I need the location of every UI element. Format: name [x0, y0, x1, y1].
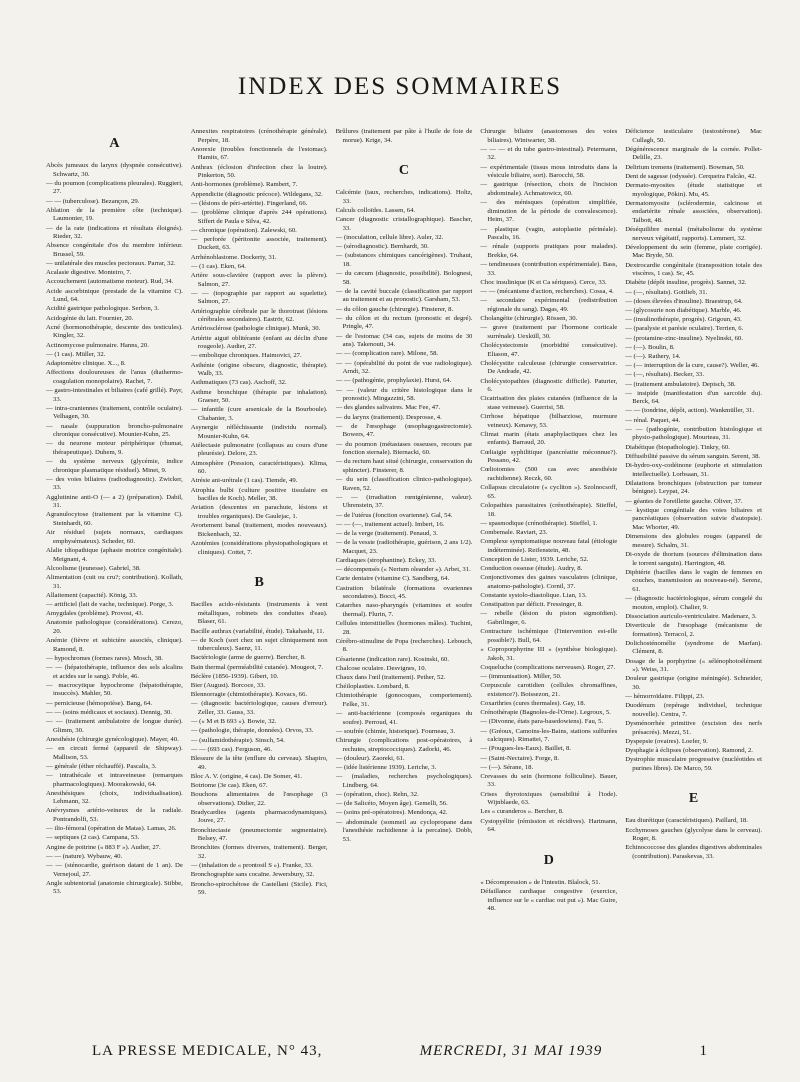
- index-entry: Climat marin (états anaphylactiques chez les enfants). Barraud, 20.: [480, 430, 618, 447]
- index-entry: Di-hydro-oxy-codéinone (euphorie et stimulation intellectuelle). Lorbsaan, 31.: [625, 462, 762, 478]
- index-entry: Chalcose oculaire. Desvignes, 10.: [335, 664, 427, 672]
- section-letter: B: [254, 575, 264, 591]
- index-entry: Appendicite (diagnostic précoce). Wildegans, 32.: [190, 190, 323, 198]
- index-entry: — (— interruption de la cure, cause?). Weller, 46.: [625, 362, 760, 370]
- index-entry: — (traitement ambulatoire). Depisch, 38.: [625, 380, 736, 388]
- index-entry: Blessure de la tête (enflure du cerveau). Shapiro, 49.: [190, 754, 328, 771]
- index-entry: Bronchites (formes diverses, traitement). Berger, 32.: [190, 844, 328, 861]
- index-entry: Castration bilatérale (formations ovariennes secondaires). Bocci, 45.: [335, 584, 473, 601]
- section-letter: C: [398, 163, 410, 179]
- index-entry: Cirrhose hépatique (bilharziose, murmure veineux). Kenawy, 53.: [480, 413, 618, 429]
- index-entry: — secondaire expérimental (redistribution régionale du sang). Dagas, 49.: [480, 297, 618, 313]
- index-entry: Artérite aiguë oblitérante (enfant au déclin d'une rougeole). Audier, 27.: [190, 334, 328, 351]
- index-entry: — — (nature). Wybauw, 40.: [46, 852, 123, 860]
- index-entry: Dissociation auriculo-ventriculaire. Madenarz, 3.: [625, 612, 757, 620]
- index-entry: Cholécystectomie (morbidité consécutive). Eliason, 47.: [480, 341, 618, 358]
- index-entry: — (lésions de péri-artérite). Fingerland, 66.: [190, 199, 308, 207]
- index-entry: — — (mécanisme d'action, recherches). Cossa, 4.: [480, 288, 614, 296]
- index-entry: Déficience testiculaire (testostérone). Mac Cullagh, 50.: [625, 128, 762, 144]
- index-entry: — (—). Boulin, 8.: [625, 343, 675, 351]
- index-entry: Cholécystite calculeuse (chirurgie conservatrice. De Andrade, 42.: [480, 359, 618, 376]
- index-entry: — du côlon et du rectum (pronostic et degré). Pringle, 47.: [335, 314, 473, 331]
- index-entry: Artériosclérose (pathologie clinique). Munk, 30.: [190, 325, 321, 333]
- index-entry: Dégénérescence marginale de la cornée. Pollet-Delille, 23.: [625, 145, 762, 162]
- index-entry: Asthmatiques (73 cas). Aschoff, 32.: [190, 379, 287, 387]
- index-entry: — — (soins médicaux et sociaux). Dennig, 30.: [46, 708, 172, 716]
- index-entry: Catarrhes naso-pharyngés (vitamines et soufre thermal). Flurin, 7.: [335, 602, 473, 618]
- index-entry: — — (—, traitement actuel). Imbert, 16.: [335, 520, 445, 528]
- index-entry: — (inhalation de « prontosil S »). Franke, 33.: [190, 862, 313, 870]
- index-entry: — du système nerveux (glycémie, indice chronique plasmatique résiduel). Minet, 9.: [46, 458, 183, 474]
- index-entry: — (idée listérienne 1939). Leriche, 3.: [335, 764, 437, 772]
- index-entry: Artère sous-clavière (rapport avec la plèvre). Salmon, 27.: [190, 272, 328, 288]
- index-entry: Crevasses du sein (hormone folliculine). Bauer, 33.: [480, 772, 618, 789]
- index-entry: Bloc A. V. (origine, 4 cas). De Somer, 41.: [190, 772, 303, 780]
- index-entry: Chimiothérapie (gonocoques, comportement). Felke, 31.: [335, 692, 473, 708]
- index-entry: Dilatations bronchiques (obstruction par tumeur bénigne). Leypat, 24.: [625, 479, 762, 496]
- index-entry: Crénothérapie (Bagnoles-de-l'Orne). Legroux, 5.: [480, 709, 611, 717]
- index-entry: Annexites respiratoires (crénothérapie générale). Perpère, 18.: [190, 128, 328, 144]
- index-entry: Botriome (3e cas). Eken, 67.: [190, 781, 268, 789]
- index-entry: — grave (traitement par l'hormone corticale surrénale). Uexküll, 30.: [480, 324, 618, 340]
- index-entry: — (doses élevées d'insuline). Braestrup, 64.: [625, 297, 743, 305]
- index-entry: — — (complication rare). Milone, 58.: [335, 350, 439, 358]
- index-entry: — ilio-fémoral (opération de Matas). Lamas, 26.: [46, 825, 177, 833]
- index-entry: Conduction osseuse (étude). Audry, 8.: [480, 565, 583, 573]
- index-entry: — — (tuberculose). Bezançon, 29.: [46, 197, 140, 205]
- index-entry: Diabète (dépôt insuline, progrès). Sannet, 32.: [625, 279, 747, 287]
- index-entry: — du poumon (complications pleurales). Ruggieri, 27.: [46, 179, 183, 196]
- section-letter: A: [109, 136, 120, 151]
- index-entry: — rebelle (lésion du piston sigmoïdien). Gabrilinger, 6.: [480, 610, 618, 627]
- index-entry: Actinomycose pulmonaire. Hanns, 20.: [46, 341, 149, 349]
- index-entry: Collapsus circulatoire (« cycliton »). Szolnocsoff, 65.: [480, 484, 618, 500]
- index-entry: Atélectasie pulmonaire (collapsus au cours d'une pleurésie). Delore, 23.: [190, 441, 328, 458]
- index-entry: Di-oxyde de thorium (sources d'élimination dans le torrent sanguin). Harrington, 48.: [625, 550, 762, 567]
- index-entry: Déséquilibre mental (métabolisme du système nerveux végétatif, rapports). Lemmert, 32.: [625, 226, 762, 242]
- index-entry: — (pathologie, thérapie, données). Orvos, 33.: [190, 727, 314, 735]
- index-entry: — hémorroïdaire. Filippi, 23.: [625, 693, 705, 701]
- index-entry: — (sulfamidothérapie). Sinsch, 54.: [190, 736, 285, 744]
- index-entry: Anévrysmes artério-veineux de la radiale. Pontrandolfi, 53.: [46, 807, 183, 824]
- index-entry: Acidogénie du lait. Fournier, 20.: [46, 314, 134, 322]
- index-entry: Chéiloplasties. Lombard, 8.: [335, 683, 410, 691]
- index-entry: Ablation de la première côte (technique). Laumonier, 19.: [46, 206, 183, 223]
- index-entry: Atrophia bulbi (culture positive tissulaire en bacilles de Koch). Meller, 38.: [190, 486, 328, 503]
- index-entry: Brûlures (traitement par pâte à l'huile de foie de morue). Krige, 34.: [335, 128, 473, 144]
- index-entry: « Décompression » de l'intestin. Blalock, 51.: [480, 878, 601, 886]
- index-entry: — de Koch (sort chez un sujet cliniquement non tuberculeux). Saenz, 11.: [190, 636, 328, 653]
- index-entry: Avortement banal (traitement, modes nouveaux). Bickenbach, 32.: [190, 522, 328, 538]
- index-entry: — (insulinothérapie, progrès). Grigoun, 43.: [625, 316, 742, 324]
- index-entry: — — (693 cas). Ferguson, 46.: [190, 745, 273, 753]
- index-entry: Bronchographie sans cocaïne. Jewersbury, 32.: [190, 871, 315, 879]
- index-entry: — rénal. Paquet, 44.: [625, 416, 681, 424]
- index-entry: — intra-craniennes (traitement, contrôle oculaire). Velhagen, 30.: [46, 404, 183, 421]
- index-entry: — de l'œsophage (œsophagogastrectomie). Bowers, 47.: [335, 422, 473, 439]
- index-entry: — du rectum haut situé (chirurgie, conservation du sphincter). Finsterer, 8.: [335, 458, 473, 474]
- index-entry: Bacille authrax (variabilité, étude). Takahashi, 11.: [190, 627, 325, 635]
- index-entry: Développement du sein (femme, plate corrigée). Mac Bryde, 50.: [625, 243, 762, 260]
- index-entry: Colopathies parasitaires (crénothérapie). Stieffel, 18.: [480, 502, 618, 518]
- index-entry: — perforée (péritonite associée, traitement). Duckett, 63.: [190, 235, 328, 252]
- section-letter: E: [688, 791, 699, 807]
- index-entry: — — (pathogénie, prophylaxie). Hurst, 64.: [335, 377, 452, 385]
- index-entry: Delirium tremens (traitement). Bowman, 50.: [625, 163, 745, 171]
- index-entry: Acide ascorbinique (prestade de la vitamine C). Lund, 64.: [46, 287, 183, 304]
- index-entry: Atrésie ani-urétrale (1 cas). Tiemde, 49.: [190, 477, 298, 485]
- index-entry: Amygdales (problème). Provost, 43.: [46, 610, 144, 618]
- index-entry: Acidité gastrique pathologique. Serbon, 3.: [46, 305, 160, 313]
- index-entry: Diverticule de l'œsophage (mécanisme de formation). Terracol, 2.: [625, 622, 762, 638]
- index-entry: Anthrax (éclosion d'infection chez la loutre). Pinkerton, 50.: [190, 163, 328, 180]
- index-entry: Cicatrisation des plaies cutanées (influence de la stase veineuse). Guerrisi, 58.: [480, 395, 618, 411]
- index-entry: Cœliotomies (500 cas avec anesthésie rachidienne). Reczk, 60.: [480, 466, 618, 483]
- index-entry: Cellules interstitielles (hormones mâles). Tuchini, 28.: [335, 620, 473, 636]
- index-entry: — (protamine-zinc-insuline). Nyelinskt, 60.: [625, 334, 743, 342]
- index-entry: Anti-hormones (problème). Rambert, 7.: [190, 181, 298, 189]
- index-entry: — en circuit fermé (appareil de Shipway). Mallison, 53.: [46, 744, 183, 761]
- index-entry: Angine de poitrine (« 883 F »). Audier, 27.: [46, 843, 161, 851]
- index-entry: Aviation (descentes en parachute, lésions et troubles organiques). De Gaulejac, 1.: [190, 504, 328, 520]
- index-entry: Bactériologie (arme de guerre). Bercher, 8.: [190, 654, 306, 662]
- index-entry: Atmosphère (Pression, caractéristiques). Klima, 60.: [190, 459, 328, 476]
- index-entry: — générale (éther réchauffé). Pascalis, 3.: [46, 762, 157, 770]
- index-entry: — (maladies, recherches psychologiques). Lindberg, 64.: [335, 773, 473, 789]
- index-entry: — anti-bactérienne (composés organiques du soufre). Perroud, 41.: [335, 710, 473, 726]
- index-entry: Alcoolisme (jeunesse). Gabriel, 38.: [46, 564, 141, 572]
- index-entry: Blennorragie (chimiothérapie). Kovacs, 66.: [190, 691, 308, 699]
- index-entry: — embolique chroniques. Haimovici, 27.: [190, 352, 302, 360]
- index-entry: Bacilles acido-résistants (instruments à vent métalliques, robinets des conduites d'eau). Blaser, 61.: [190, 601, 328, 626]
- index-entry: — (diagnostic bactériologique, causes d'erreur). Zeller, 33. Gauss, 33.: [190, 700, 328, 716]
- index-entry: Acné (hormonothérapie, descente des testicules). Kingler, 32.: [46, 323, 183, 340]
- index-entry: — gastro-intestinales et biliaires (café grillé). Payr, 33.: [46, 386, 183, 403]
- index-entry: — chronique (opération). Zalewski, 60.: [190, 226, 297, 234]
- index-entry: Dystrophie musculaire progressive (nucléotides et purines libres). De Marco, 59.: [625, 756, 762, 772]
- index-entry: Dyspepsie (ovaires). Loefer, 9.: [625, 737, 708, 745]
- index-entry: Anesthésie (chirurgie gynécologique). Mayer, 40.: [46, 735, 179, 743]
- index-entry: — des voies biliaires (radiodiagnostic). Zwicker, 33.: [46, 475, 183, 492]
- index-entry: Abcès jumeaux du larynx (dyspnée consécutive). Schwartz, 30.: [46, 162, 183, 178]
- index-entry: — du neurone moteur périphérique (rhumat, thérapeutique). Duhem, 9.: [46, 440, 183, 456]
- index-entry: Anesthésiques (choix, individualisation). Lehmann, 32.: [46, 789, 183, 806]
- index-entry: — (« M et B 693 »). Bowie, 32.: [190, 718, 277, 726]
- index-entry: Diffusibilité passive du sérum sanguin. Serent, 38.: [625, 452, 761, 460]
- index-column: [191, 128, 328, 1028]
- index-entry: Cardiaques (strophantine). Eckey, 33.: [335, 556, 437, 564]
- index-entry: — (opération, choc). Rehn, 32.: [335, 791, 419, 799]
- index-entry: Cystopyélite (rémission et récidives). Hartmann, 64.: [480, 817, 618, 834]
- index-entry: Constante systolo-diastolique. Lian, 13.: [480, 592, 587, 600]
- index-entry: Anatomie pathologique (considérations). Cerezo, 20.: [46, 619, 183, 635]
- index-entry: — des glandes salivaires. Mac Fee, 47.: [335, 404, 441, 412]
- index-entry: — — (topographie par rapport au squelette). Salmon, 27.: [190, 289, 328, 306]
- index-entry: Asynergie réfléchissante (individu normal). Mounier-Kuhn, 64.: [190, 424, 328, 440]
- index-entry: — — (irradiation rœntgénienne, valeur). Uhrenstein, 37.: [335, 493, 473, 510]
- page-title: INDEX DES SOMMAIRES: [237, 72, 563, 100]
- index-entry: Cancer (diagnostic cristallographique). Bascher, 33.: [335, 216, 473, 232]
- index-entry: Coqueluche (complications nerveuses). Roger, 27.: [480, 663, 616, 671]
- index-entry: Chirurgie biliaire (anastomoses des voies biliaires). Winiwarter, 38.: [480, 128, 618, 144]
- index-entry: Ecchymoses gauches (glycolyse dans le cerveau). Roger, 8.: [625, 826, 762, 843]
- index-entry: — des ménisques (opération simplifiée, diminution de la période de convalescence). Heim, 37.: [480, 199, 618, 224]
- index-entry: — (soins pré-opératoires). Mendonça, 42.: [335, 809, 448, 817]
- index-entry: Choc insulinique (K et Ca sériques). Cerce, 33.: [480, 278, 607, 286]
- index-entry: Bradycardies (agents pharmacodynamiques). Jouve, 27.: [190, 808, 328, 825]
- index-entry: Combemale. Raviart, 23.: [480, 528, 548, 536]
- index-entry: Chirurgie (complications post-opératoires, à rechutes, streptococciques). Zadorki, 46.: [335, 737, 473, 753]
- section-letter: D: [543, 852, 554, 868]
- index-entry: — (—). Rathery, 14.: [625, 352, 681, 360]
- index-entry: — soufrée (chimie, historique). Fourneau, 3.: [335, 727, 456, 735]
- index-entry: Corpuscule carotidien (cellules chromaffines, existence?). Boissezon, 21.: [480, 682, 618, 698]
- index-entry: Chaux dans l'œil (traitement). Pether, 52.: [335, 674, 446, 682]
- index-entry: — — (tondrine, dépôt, action). Wankmüller, 31.: [625, 407, 755, 415]
- index-entry: Dimensions des globules rouges (appareil de mesure). Schalm, 31.: [625, 533, 762, 549]
- index-entry: — macrocytique hypochrome (hépatothérapie, insuccès). Mahler, 50.: [46, 681, 183, 698]
- index-entry: Agranulocytose (traitement par la vitamine C). Steinhardt, 60.: [46, 511, 183, 527]
- index-entry: — (immunisation). Miller, 50.: [480, 673, 562, 680]
- index-entry: — — (valeur du critère histologique dans le pronostic). Mingazzini, 58.: [335, 386, 473, 403]
- index-entry: — (Saint-Nectaire). Forge, 8.: [480, 754, 560, 762]
- index-entry: Coxarthries (cures thermales). Gay, 18.: [480, 699, 586, 707]
- index-entry: — pernicieuse (hémopoïèse). Bang, 64.: [46, 699, 153, 707]
- index-entry: Dermatomyosite (sclérodermie, calcinose et endartérite rénale associées, observation). Talbott, 48.: [625, 199, 762, 224]
- index-entry: Adaptomètre clinique. X..., 8.: [46, 359, 126, 367]
- index-entry: Carie dentaire (vitamine C). Sandberg, 64.: [335, 575, 450, 583]
- index-entry: Eau diurétique (caractéristiques). Paillard, 18.: [625, 817, 748, 825]
- index-entry: Diphtérie (bacilles dans le vagin de femmes en couches, transmission au nouveau-né). Serenz, 61.: [625, 568, 762, 593]
- index-entry: — (paralysie et parésie oculaire). Terrien, 6.: [625, 325, 744, 333]
- index-column: [46, 128, 183, 1028]
- index-column: [480, 128, 617, 1028]
- index-entry: — artificiel (lait de vache, technique). Porge, 3.: [46, 600, 174, 608]
- index-entry: — — (hépatothérapie, influence des sels alcalins et acides sur le sang). Poble, 46.: [46, 664, 183, 680]
- index-entry: — plastique (vagin, autoplastie périnéale). Pascalis, 16.: [480, 225, 618, 242]
- index-entry: — insipide (manifestation d'un sarcoïde du). Berck, 64.: [625, 389, 762, 406]
- index-entry: — — (traitement ambulatoire de longue durée). Glimm, 30.: [46, 717, 183, 734]
- index-entry: — de la verge (traitement). Penaud, 3.: [335, 530, 438, 537]
- index-entry: Alimentation (cuit ou cru?; contribution). Kollath, 31.: [46, 573, 183, 590]
- index-entry: Dent de sagesse (odyssée). Cerqueira Falcão, 42.: [625, 172, 757, 180]
- index-entry: Conjonctivomes des gaines vasculaires (clinique, anatomo-pathologie). Cornil, 37.: [480, 574, 618, 590]
- index-entry: — expérimentale (tissus mous introduits dans la vésicule biliaire, sort). Barocchi, 58.: [480, 163, 618, 180]
- index-entry: — — (opérabilité du point de vue radiologique). Arndt, 32.: [335, 359, 473, 376]
- index-entry: Bain thermal (perméabilité cutanée). Mougeot, 7.: [190, 663, 324, 671]
- index-entry: — intrathécale et intraveineuse (remarques pharmacologiques). Moorakowski, 64.: [46, 771, 183, 788]
- index-entry: Asthénie (origine obscure, diagnostic, thérapie). Walb, 33.: [190, 361, 328, 378]
- index-entry: Complexe symptomatique nouveau fatal (étiologie indéterminée). Reifenstein, 48.: [480, 538, 618, 554]
- index-entry: — kystique congénitale des voies biliaires et pancréatiques (observation suivie d'autopsie). Mac Whorter, 49.: [625, 506, 762, 531]
- index-entry: Crises thyrotoxiques (sensibilité à l'iode). Wijnblaede, 63.: [480, 790, 618, 807]
- index-entry: — de la rate (indications et résultats éloignés). Rieder, 32.: [46, 224, 183, 241]
- index-column: [336, 128, 473, 1028]
- index-entry: — (douleur). Zaoreki, 61.: [335, 754, 405, 762]
- index-entry: Bouchons alimentaires de l'œsophage (3 observations). Didier, 22.: [190, 791, 328, 807]
- index-entry: — de la cavité buccale (classification par rapport au traitement et au pronostic). Garsham, 53.: [335, 287, 473, 304]
- index-entry: — du côlon gauche (chirurgie). Finsterer, 8.: [335, 305, 454, 313]
- index-entry: Air résiduel (sujets normaux, cardiaques emphysémateux). Scheder, 60.: [46, 529, 183, 545]
- index-entry: Contracture ischémique (l'intervention est-elle possible?). Bull, 64.: [480, 628, 618, 644]
- index-entry: — du poumon (métastases osseuses, recours par fonction sternale). Biernacki, 60.: [335, 440, 473, 457]
- index-entry: Alalie idiopathique (aphasie motrice congénitale). Meignant, 4.: [46, 546, 183, 563]
- index-entry: — (de Salicéto, Moyen âge). Gemelli, 56.: [335, 800, 448, 808]
- index-entry: — du sein (classification clinico-pathologique). Raven, 52.: [335, 476, 473, 492]
- index-entry: « Coproporphyrine III » (synthèse biologique). Jakob, 31.: [480, 646, 618, 662]
- index-entry: Affections douloureuses de l'anus (diathermo-coagulation monopolaire). Rachet, 7.: [46, 369, 183, 385]
- index-entry: Asthme bronchique (thérapie par inhalation). Graeser, 50.: [190, 388, 328, 405]
- index-entry: — hypochromes (formes rares). Mosch, 38.: [46, 654, 164, 662]
- index-entry: Dextrocardie congénitale (transposition totale des viscères, 1 cas). Sc, 45.: [625, 261, 762, 278]
- index-entry: Défaillance cardiaque congestive (exercice, influence sur le « cardiac out put »). Mac Guire, 48.: [480, 888, 618, 913]
- index-entry: — géantes de l'oreillette gauche. Oliver, 37.: [625, 497, 743, 505]
- index-entry: — rénale (supports pratiques pour malades). Brekke, 64.: [480, 243, 618, 259]
- index-entry: — tendineuses (contribution expérimentale). Bass, 33.: [480, 261, 618, 277]
- index-entry: Allaitement (capacité). König, 33.: [46, 591, 138, 599]
- index-entry: — (1 cas). Müller, 32.: [46, 350, 106, 358]
- index-entry: — (sérodiagnostic). Bernhardt, 30.: [335, 243, 429, 251]
- index-entry: Calculs colloïdes. Lassen, 64.: [335, 206, 416, 214]
- index-entry: — du larynx (traitement). Desprosse, 4.: [335, 413, 442, 421]
- index-entry: — (diagnostic bactériologique, sérum congelé du mouton, emploi). Chalier, 9.: [625, 595, 762, 611]
- index-entry: — (1 cas). Eken, 64.: [190, 262, 246, 270]
- index-entry: — unilatérale des muscles pectoraux. Parrar, 32.: [46, 260, 176, 268]
- index-entry: Césarienne (indication rare). Kosinski, 60.: [335, 655, 450, 663]
- index-entry: Dosage de la porphyrine (« sélénophotoélément »). Weiss, 31.: [625, 657, 762, 674]
- index-entry: — (Gréoux, Camoins-les-Bains, stations sulfurées calciques). Rimattei, 7.: [480, 727, 618, 744]
- index-entry: — infantile (cure arsenicale de la Bourboule). Chabanier, 3.: [190, 406, 328, 422]
- issue-date: MERCREDI, 31 MAI 1939: [419, 1043, 603, 1059]
- index-entry: — (substances chimiques cancérigènes). Truhaut, 18.: [335, 252, 473, 268]
- index-entry: Constipation par déficit. Fressinger, 8.: [480, 601, 583, 609]
- index-entry: Dysphagie à éclipses (observation). Ramond, 2.: [625, 747, 753, 755]
- index-entry: — de l'estomac (34 cas, sujets de moins de 30 ans). Takenouti, 34.: [335, 332, 473, 349]
- index-entry: — septiques (2 cas). Campana, 53.: [46, 834, 140, 842]
- index-entry: Douleur gastrique (origine méningée). Schneider, 30.: [625, 675, 762, 691]
- index-entry: — (problème clinique d'après 244 opérations). Siffert de Paula e Silva, 42.: [190, 208, 328, 225]
- index-entry: Calcémie (taux, recherches, indications). Holtz, 33.: [335, 189, 473, 205]
- index-entry: — gastrique (résection, choix de l'incision abdominale). Achmatowicz, 60.: [480, 181, 618, 197]
- index-entry: Cholangéite (chirurgie). Rössen, 30.: [480, 315, 578, 322]
- index-entry: — nasale (suppuration broncho-pulmonaire chronique consécutive). Mounier-Kuhn, 25.: [46, 422, 183, 439]
- index-entry: — abdominale (sommeil au cyclopropane dans l'anesthésie rachidienne à la percaïne). Dobb, 53.: [335, 818, 473, 843]
- index-column: [625, 128, 762, 1028]
- index-entry: Azotémies (considérations physiopathologiques et cliniques). Cottet, 7.: [190, 539, 328, 556]
- index-entry: — de la vessie (radiothérapie, guérison, 2 ans 1/2). Macquet, 23.: [335, 539, 473, 555]
- index-entry: Agglutinine anti-O (— a 2) (préparation). Dabil, 31.: [46, 493, 183, 510]
- index-entry: Cholécystopathies (diagnostic difficile). Paturier, 6.: [480, 377, 618, 394]
- index-entry: Arrhénoblastome. Dockerty, 31.: [190, 253, 277, 261]
- index-entry: — du cæcum (diagnostic, possibilité). Bolognesi, 58.: [335, 270, 473, 286]
- index-entry: Les « curanderos ». Bercher, 8.: [480, 808, 564, 816]
- journal-name: LA PRESSE MEDICALE, N° 43,: [92, 1043, 323, 1059]
- index-entry: Béclère (1856-1939). Gibert, 10.: [190, 672, 279, 680]
- index-entry: Dysménorrhée primitive (excision des nerfs présacrés). Mezzi, 51.: [625, 720, 762, 736]
- index-entry: — (glycosurie non diabétique). Marble, 46.: [625, 307, 742, 314]
- index-entry: Absence congénitale d'os du membre inférieur. Brussel, 59.: [46, 242, 183, 258]
- index-entry: Duodénum (repérage individuel, technique nouvelle). Centra, 7.: [625, 702, 762, 718]
- page-footer: [92, 1043, 708, 1060]
- index-entry: — — (sténocardie, guérison datant de 1 an). De Vernejoul, 27.: [46, 862, 183, 878]
- index-entry: Broncho-spirochétose de Castellani (Sicile). Fici, 59.: [190, 880, 328, 897]
- index-entry: — (—, résultats). Becker, 33.: [625, 371, 705, 379]
- index-entry: — (inoculation, cellule libre). Auler, 32.: [335, 233, 444, 241]
- index-entry: Anémie (fièvre et subictère associés, clinique). Ramond, 8.: [46, 637, 183, 653]
- index-entry: Echinococcose des glandes digestives abdominales (contribution). Paraskevas, 33.: [625, 844, 762, 861]
- index-entry: — — (pathogénie, contribution histologique et physio-pathologique). Mourteau, 31.: [625, 425, 762, 442]
- index-entry: — décompensés (« Nerium oleander »). Arbet, 31.: [335, 566, 471, 574]
- index-columns: [46, 128, 762, 1028]
- index-entry: Acalasie digestive. Monteiro, 7.: [46, 269, 132, 277]
- index-entry: Dermato-myosites (étude statistique et myologique, Pökin). Mu, 45.: [625, 181, 762, 198]
- index-entry: Artériographie cérébrale par le thorotrast (lésions cérébrales secondaires). Eaströr, 62.: [190, 307, 328, 324]
- index-entry: Conception de Lister, 1939. Leriche, 52.: [480, 555, 589, 563]
- index-entry: Dolichosténomélie (syndrome de Marfan). Clément, 8.: [625, 639, 762, 656]
- index-entry: Anorexie (troubles fonctionnels de l'estomac). Hamits, 67.: [190, 145, 328, 162]
- index-entry: — de l'utérus (fonction ovarienne). Gal, 54.: [335, 511, 453, 519]
- index-entry: Angle subtentorial (anatomie chirurgicale). Stibbe, 53.: [46, 879, 183, 896]
- index-entry: Bier (August). Borcoce, 33.: [190, 682, 266, 690]
- index-entry: Cérébro-stimuline de Popa (recherches). Lebouch, 8.: [335, 637, 473, 654]
- index-entry: Accouchement (automatisme moteur). Rud, 34.: [46, 278, 174, 286]
- index-entry: — (—, résultats). Gottlieb, 31.: [625, 288, 708, 296]
- page-number: 1: [699, 1043, 708, 1059]
- index-entry: Diabétique (biopathologie). Tinkry, 60.: [625, 443, 730, 451]
- index-entry: — spasmodique (crénothérapie). Stieffel, 1.: [480, 519, 598, 527]
- index-entry: — (Pougues-les-Eaux). Baillet, 8.: [480, 745, 572, 753]
- index-entry: Bronchiectasie (pneumectomie segmentaire). Belsey, 47.: [190, 826, 328, 843]
- index-entry: — (Divonne, états para-basedowiens). Fau, 5.: [480, 718, 604, 726]
- index-entry: — (—). Sérane, 18.: [480, 763, 534, 771]
- index-entry: Cœliaigie syphilitique (pancréatite méconnue?). Pessano, 42.: [480, 448, 618, 465]
- index-entry: — — — et du tube gastro-intestinal). Petermann, 32.: [480, 145, 618, 162]
